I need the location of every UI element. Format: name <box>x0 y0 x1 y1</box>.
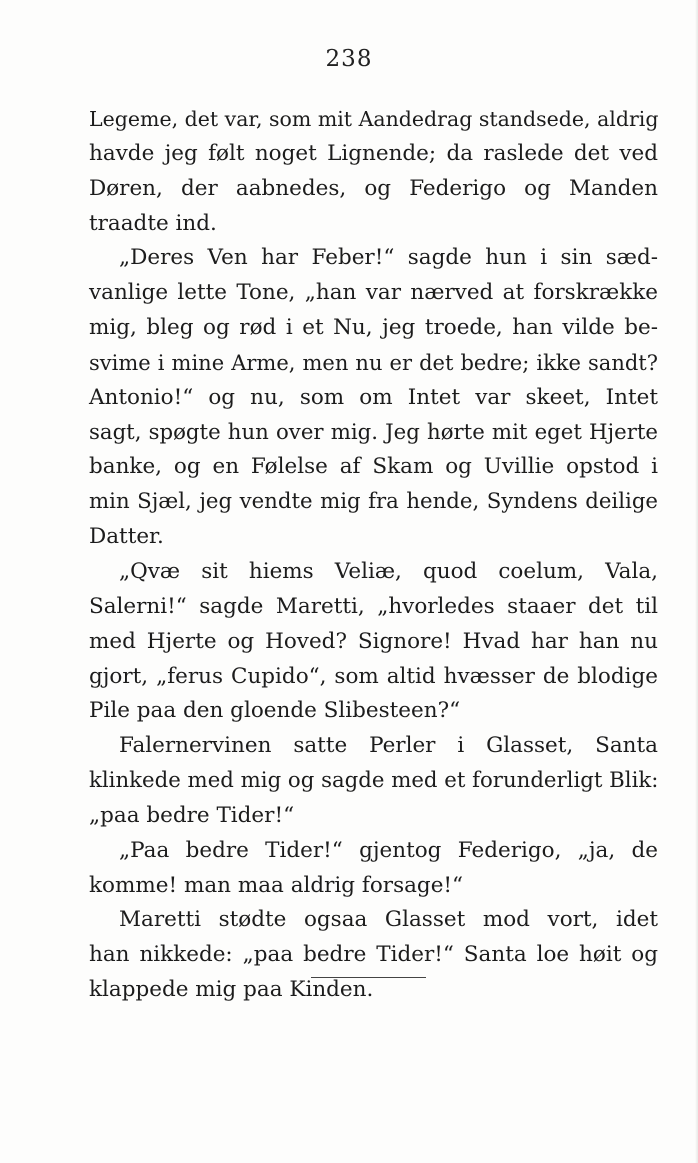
text-line: „paa bedre Tider!“ <box>89 802 295 828</box>
text-line: han nikkede: „paa bedre Tider!“ Santa loe høit og <box>89 942 658 968</box>
text-line: svime i mine Arme, men nu er det bedre; ikke sandt? <box>89 350 658 375</box>
text-line: „Paa bedre Tider!“ gjentog Federigo, „ja, de <box>119 837 658 863</box>
text-line: komme! man maa aldrig forsage!“ <box>89 872 464 898</box>
text-line: vanlige lette Tone, „han var nærved at forskrække <box>89 280 658 306</box>
text-line: min Sjæl, jeg vendte mig fra hende, Syndens deilige <box>89 489 658 515</box>
text-line: banke, og en Følelse af Skam og Uvillie opstod i <box>89 454 658 480</box>
text-line: Maretti stødte ogsaa Glasset mod vort, idet <box>119 907 658 933</box>
text-line: mig, bleg og rød i et Nu, jeg troede, han vilde be- <box>89 315 658 341</box>
page-number: 238 <box>325 46 373 72</box>
text-line: Falernervinen satte Perler i Glasset, Santa <box>119 733 658 759</box>
text-line: med Hjerte og Hoved? Signore! Hvad har han nu <box>89 628 658 654</box>
text-line: sagt, spøgte hun over mig. Jeg hørte mit eget Hjerte <box>89 419 658 445</box>
text-line: klinkede med mig og sagde med et forunderligt Blik: <box>89 768 659 794</box>
text-line: klappede mig paa Kinden. <box>89 977 374 1003</box>
text-line: „Qvæ sit hiems Veliæ, quod coelum, Vala, <box>119 558 658 584</box>
text-line: Legeme, det var, som mit Aandedrag standsede, aldrig <box>89 107 659 131</box>
section-divider <box>311 977 426 978</box>
text-line: Pile paa den gloende Slibesteen?“ <box>89 698 461 724</box>
text-line: „Deres Ven har Feber!“ sagde hun i sin sæd- <box>119 245 658 271</box>
text-line: Salerni!“ sagde Maretti, „hvorledes staaer det til <box>89 593 658 619</box>
text-line: Døren, der aabnedes, og Federigo og Manden <box>89 175 658 201</box>
text-line: havde jeg følt noget Lignende; da raslede det ved <box>89 140 658 166</box>
text-line: gjort, „ferus Cupido“, som altid hvæsser de blodige <box>89 663 658 689</box>
text-line: Antonio!“ og nu, som om Intet var skeet, Intet <box>89 384 658 410</box>
body-text <box>89 102 658 1008</box>
text-line: traadte ind. <box>89 210 217 236</box>
text-line: Datter. <box>89 524 164 550</box>
